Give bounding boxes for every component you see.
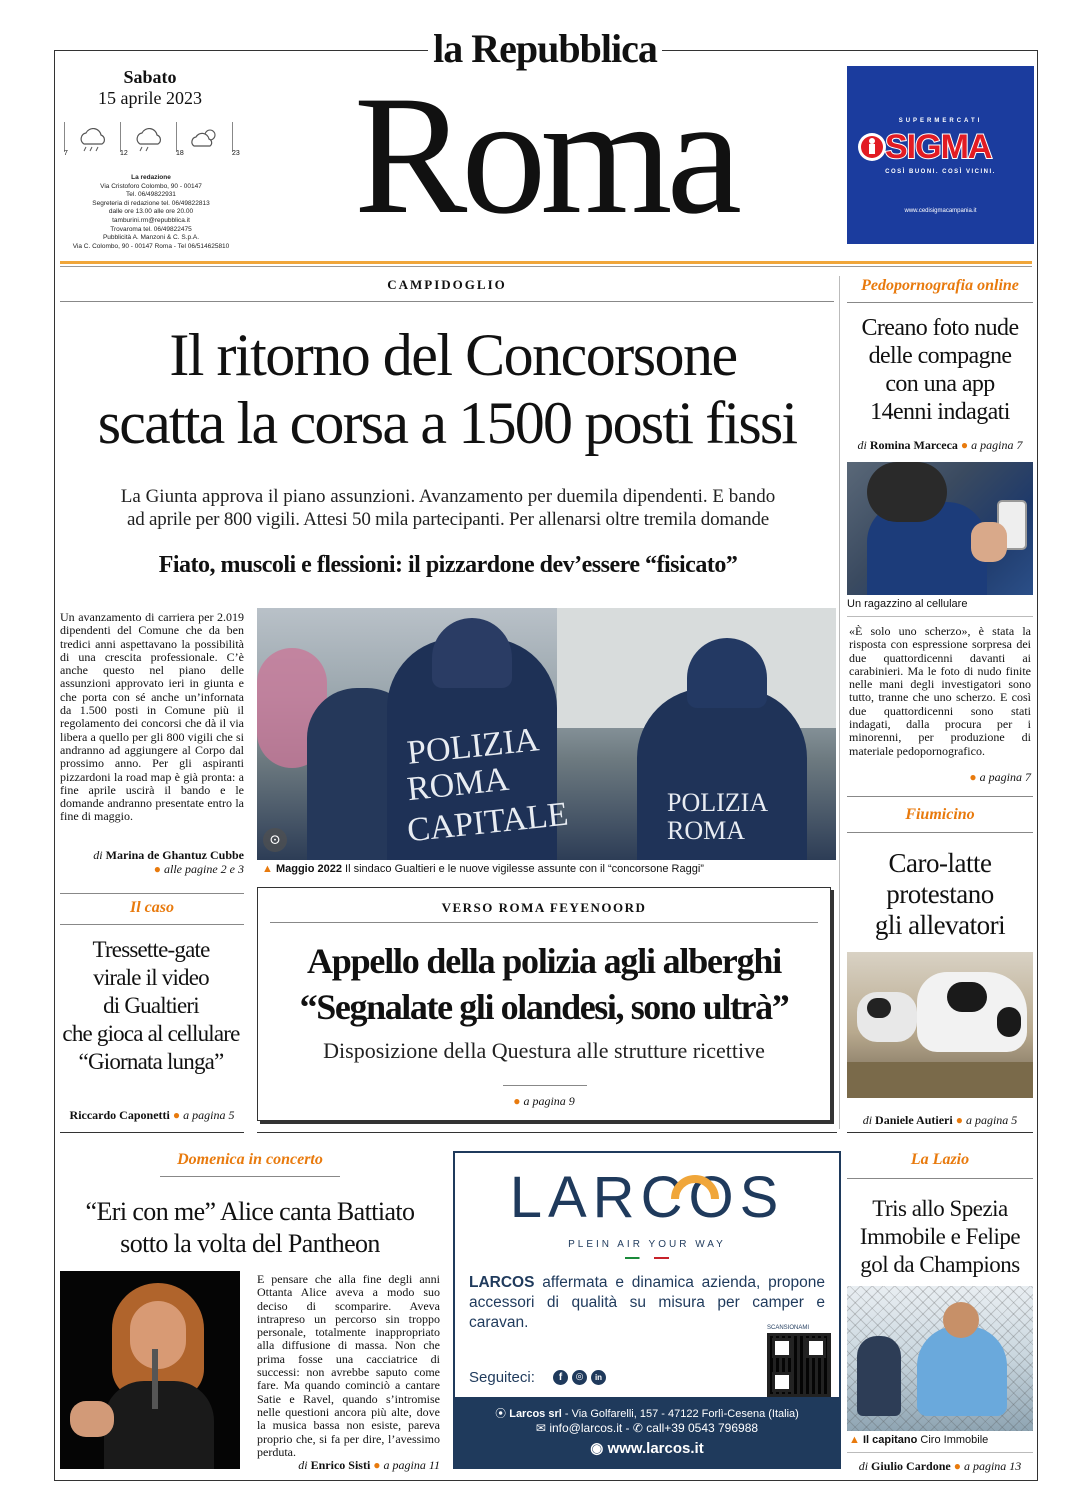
fiumicino-photo (847, 952, 1033, 1098)
page-ref-text: a pagina 9 (523, 1094, 575, 1108)
larcos-logo (455, 1165, 839, 1231)
headline-line: 14enni indagati (870, 399, 1010, 425)
caso-kicker: Il caso (130, 899, 174, 916)
caso-kicker-rule (60, 924, 244, 925)
larcos-logo-text: LARCOS (509, 1165, 785, 1230)
larcos-tagline: PLEIN AIR YOUR WAY (568, 1239, 726, 1250)
frame-bottom (54, 1480, 1038, 1481)
photo-text-line-2: ROMA (405, 760, 511, 809)
frame-left (54, 50, 55, 1480)
larcos-qr-label: SCANSIONAMI (767, 1325, 810, 1331)
larcos-email[interactable]: info@larcos.it - (549, 1421, 630, 1435)
rain-cloud-icon (76, 128, 110, 152)
weather-slot-3 (176, 122, 232, 162)
feyenoord-headline-2: “Segnalate gli olandesi, sono ultrà” (299, 987, 789, 1027)
photo-zoom-icon[interactable]: ⊙ (263, 828, 287, 852)
redazione-title: La redazione (131, 174, 171, 181)
larcos-address-text: - Via Golfarelli, 157 - 47122 Forlì-Cesena (Italia) (564, 1408, 799, 1420)
byline-prefix: di (857, 438, 867, 452)
photo-player-head (943, 1302, 979, 1338)
location-pin-icon: ⦿ (495, 1408, 507, 1420)
masthead-rule-2 (60, 266, 1032, 267)
triangle-icon: ▲ (849, 1434, 860, 1446)
row-rule-bottom-left (60, 1132, 244, 1133)
weather-strip (64, 122, 244, 162)
feyenoord-deck-rule (503, 1085, 587, 1086)
page-ref-text[interactable]: a pagina 13 (963, 1459, 1022, 1473)
feyenoord-section-rule (270, 922, 818, 923)
larcos-web-link[interactable]: www.larcos.it (607, 1440, 704, 1457)
right-top-caption-rule (847, 616, 1033, 617)
lazio-caption-rule (847, 1452, 1033, 1453)
weather-slot-4 (232, 122, 244, 162)
mail-icon: ✉ (535, 1421, 546, 1435)
bullet-dot-icon: ● (960, 438, 969, 452)
linkedin-icon[interactable]: in (591, 1370, 606, 1385)
date-day: Sabato (123, 67, 177, 87)
larcos-web (455, 1439, 839, 1457)
right-top-kicker: Pedopornografia online (861, 277, 1019, 294)
concerto-kicker-rule (160, 1176, 340, 1177)
byline-prefix: di (862, 1113, 873, 1127)
byline-author: Enrico Sisti (310, 1458, 371, 1472)
byline-author: Romina Marceca (869, 438, 958, 452)
weather-hour: 18 (176, 150, 184, 157)
photo-hand (971, 522, 1007, 562)
headline-line: Immobile e Felipe (859, 1224, 1021, 1249)
photo-player (917, 1326, 1007, 1416)
photo-text-right-2: ROMA (667, 816, 746, 845)
globe-icon: ◉ (590, 1440, 604, 1457)
lazio-caption (849, 1434, 1035, 1446)
photo-singer-body (104, 1381, 214, 1469)
bullet-dot-icon: ● (153, 862, 162, 876)
lead-subhead: Fiato, muscoli e flessioni: il pizzardone dev’essere “fisicato” (158, 552, 738, 578)
fiumicino-headline (845, 848, 1035, 941)
redazione-line: dalle ore 13.00 alle ore 20.00 (108, 208, 194, 216)
concerto-byline (250, 1458, 440, 1473)
feyenoord-section: VERSO ROMA FEYENOORD (441, 900, 647, 915)
photo-singer-face (130, 1301, 186, 1369)
weather-hour: 7 (64, 150, 68, 157)
headline-line: di Gualtieri (103, 993, 199, 1018)
right-top-byline (847, 438, 1033, 453)
byline-author: Giulio Cardone (871, 1459, 951, 1473)
frame-top-left (54, 50, 428, 51)
weather-slot-2 (120, 122, 176, 162)
triangle-icon: ▲ (262, 863, 273, 875)
headline-line: protestano (886, 879, 994, 909)
edition-title: Roma (353, 61, 737, 249)
photo-cow-1-spot (947, 982, 987, 1012)
caption-bold: Il capitano (862, 1434, 918, 1446)
page-ref-text: a pagina 7 (979, 770, 1031, 784)
lazio-photo (847, 1286, 1033, 1431)
lead-section-rule (60, 301, 834, 302)
bullet-dot-icon: ● (513, 1094, 521, 1108)
caption-text: Il sindaco Gualtieri e le nuove vigilesse assunte con il “concorsone Raggi” (345, 863, 704, 875)
redazione-line: Trovaroma tel. 06/49822475 (110, 225, 192, 233)
lazio-kicker-rule (847, 1178, 1033, 1179)
photo-cow-2-spot (867, 998, 891, 1018)
headline-line: gli allevatori (874, 910, 1006, 940)
photo-figure-right-head (687, 638, 767, 708)
lead-deck-1: La Giunta approva il piano assunzioni. Avanzamento per duemila dipendenti. E bando (120, 486, 776, 507)
byline-prefix: di (858, 1459, 869, 1473)
concerto-headline-1: “Eri con me” Alice canta Battiato (85, 1197, 415, 1226)
lead-page-ref[interactable] (60, 862, 244, 877)
date-full: 15 aprile 2023 (98, 88, 202, 108)
frame-top-right (662, 50, 1038, 51)
redazione-line: Via C. Colombo, 90 - 00147 Roma - Tel 06/514625810 (72, 242, 230, 250)
photo-cow-1-spot (997, 1007, 1021, 1037)
page-ref-text[interactable]: a pagina 11 (383, 1458, 440, 1472)
photo-singer-hand (70, 1401, 114, 1437)
fiumicino-kicker-rule (847, 832, 1033, 833)
redazione-line: Tel. 06/49822931 (126, 191, 176, 199)
weather-slot-1 (64, 122, 120, 162)
masthead-orange-rule (60, 261, 1032, 264)
headline-line: Tressette-gate (92, 937, 210, 962)
bullet-dot-icon: ● (953, 1459, 961, 1473)
photo-hay (847, 1062, 1033, 1098)
page-ref-text[interactable]: a pagina 7 (971, 438, 1023, 452)
row-rule-bottom-center (257, 1132, 837, 1133)
caso-top-rule (60, 893, 244, 894)
phone-icon: ✆ (632, 1421, 643, 1435)
caso-headline (54, 936, 248, 1076)
caso-byline (60, 1108, 244, 1123)
page-ref-text[interactable]: a pagina 5 (183, 1108, 235, 1122)
lazio-byline (847, 1459, 1033, 1474)
lead-photo-caption (262, 863, 838, 875)
ad-sigma-url: www.cedisigmacampania.it (904, 208, 977, 214)
bullet-dot-icon: ● (172, 1108, 181, 1122)
page-ref-text: alle pagine 2 e 3 (164, 862, 244, 876)
redazione-line: Segreteria di redazione tel. 06/49822813 (92, 199, 210, 207)
concerto-headline-2: sotto la volta del Pantheon (120, 1229, 380, 1258)
sun-cloud-icon (188, 126, 224, 152)
lead-body: Un avanzamento di carriera per 2.019 dipendenti del Comune che da ben tredici anni aspettavano la possibilità di una crescita professionale. C’è anche questo nel piano delle assunzioni approvato ieri in giunta e che porta con sé anche un’infornata da 1.500 posti in Comune più il regolamento dei concorsi che dà il via libera a quello per gli 800 vigili che si andranno ad aggiungere al Corpo dal prossimo anno. Per gli aspiranti pizzardoni la road map è già pronta: a fine aprile uscirà il bando e le domande andranno presentate entro la fine di maggio. (60, 611, 244, 824)
headline-line: con una app (885, 371, 995, 397)
larcos-text-body: affermata e dinamica azienda, propone accessori di qualità su misura per camper e caravan. (469, 1274, 825, 1331)
larcos-text (469, 1273, 825, 1333)
lead-headline-1: Il ritorno del Concorsone (169, 322, 737, 388)
photo-text-line-1: POLIZIA (405, 721, 541, 772)
larcos-address-bold: Larcos srl (509, 1408, 562, 1420)
frame-right (1037, 50, 1038, 1480)
right-top-headline (845, 314, 1035, 426)
larcos-contacts (455, 1421, 839, 1435)
ad-sigma[interactable] (847, 66, 1034, 244)
caption-text: Ciro Immobile (920, 1434, 989, 1446)
larcos-arc-icon (671, 1171, 719, 1201)
right-top-kicker-rule (847, 302, 1033, 303)
headline-line: che gioca al cellulare (62, 1021, 240, 1046)
photo-goalkeeper (857, 1336, 901, 1416)
headline-line: gol da Champions (860, 1252, 1020, 1277)
larcos-follow-label: Seguiteci: (469, 1369, 535, 1386)
right-top-page-ref-2[interactable] (847, 770, 1031, 785)
page-ref-text[interactable]: a pagina 5 (965, 1113, 1018, 1127)
byline-prefix: di (93, 848, 103, 862)
bullet-dot-icon: ● (969, 770, 977, 784)
lead-section: CAMPIDOGLIO (387, 277, 507, 292)
concerto-photo (60, 1271, 240, 1469)
lead-photo (257, 608, 836, 860)
larcos-qr-code[interactable] (767, 1333, 831, 1397)
redazione-line: Pubblicità A. Manzoni & C. S.p.A. (102, 234, 200, 242)
headline-line: Caro-latte (888, 848, 992, 878)
photo-text-line-3: CAPITALE (405, 795, 571, 850)
right-top-body: «È solo uno scherzo», è stata la risposta con espressione sorpresa dei due quattordicenni davanti ai carabinieri. Ma le foto di nudo finite nelle mani degli investigatori sono tutto, tranne che uno scherzo. E così due quattordicenni sono stati indagati, dalla procura per i minorenni, per produzione di materiale pedopornografico. (849, 625, 1031, 758)
instagram-icon[interactable]: ◎ (572, 1370, 587, 1385)
photo-head (867, 462, 947, 522)
bullet-dot-icon: ● (955, 1113, 963, 1127)
bullet-dot-icon: ● (373, 1458, 381, 1472)
fiumicino-kicker: Fiumicino (905, 806, 975, 823)
photo-text-right-1: POLIZIA (667, 788, 769, 817)
ad-larcos[interactable] (453, 1151, 841, 1469)
redazione-line: Via Cristoforo Colombo, 90 - 00147 (100, 182, 202, 190)
byline-author: Riccardo Caponetti (69, 1108, 170, 1122)
ad-sigma-logo-box (857, 128, 1024, 168)
right-top-photo-caption: Un ragazzino al cellulare (847, 598, 968, 610)
lead-byline (60, 848, 244, 863)
ad-sigma-logo: SIGMA (885, 128, 992, 166)
ad-sigma-tagline: COSÌ BUONI. COSÌ VICINI. (885, 169, 996, 175)
larcos-footer (455, 1397, 839, 1467)
byline-author: Marina de Ghantuz Cubbe (105, 848, 244, 862)
concerto-kicker: Domenica in concerto (177, 1151, 323, 1168)
redazione-block (60, 174, 242, 251)
row-rule-bottom-right (847, 1132, 1033, 1133)
redazione-line: tamburini.rm@repubblica.it (112, 216, 190, 224)
lazio-kicker: La Lazio (910, 1151, 970, 1168)
larcos-address (455, 1405, 839, 1421)
feyenoord-deck: Disposizione della Questura alle strutture ricettive (323, 1038, 765, 1063)
lazio-headline (845, 1195, 1035, 1279)
weather-hour: 23 (232, 150, 240, 157)
feyenoord-page-ref[interactable] (258, 1094, 830, 1109)
caption-bold: Maggio 2022 (275, 863, 342, 875)
larcos-follow (469, 1369, 535, 1386)
microphone-icon (152, 1349, 158, 1409)
lead-deck-2: ad aprile per 800 vigili. Attesi 50 mila partecipanti. Per allenarsi oltre tremila domande (126, 509, 770, 530)
lead-headline-2: scatta la corsa a 1500 posti fissi (97, 390, 797, 456)
byline-author: Daniele Autieri (875, 1113, 953, 1127)
facebook-icon[interactable]: f (553, 1370, 568, 1385)
headline-line: Creano foto nude (861, 315, 1019, 341)
concerto-body: E pensare che alla fine degli anni Ottanta Alice aveva a modo suo deciso di scomparire. Aveva intrapreso un percorso sin troppo personale, totalmente inappropriato alla diffusione di massa. Non che prima fosse una cacciatrice di successi: non avrebbe saputo come fare. Ma quando cominciò a cantare Satie e Ravel, quando s’intromise nelle questioni ancora più alte, dove la musica bassa non esiste, pareva proprio che, si fa per dire, l’avessimo perduta. (257, 1273, 440, 1459)
byline-prefix: di (298, 1458, 308, 1472)
feyenoord-box (257, 887, 831, 1121)
larcos-flag-line (625, 1257, 669, 1259)
sigma-man-icon (857, 132, 887, 162)
right-top-photo (847, 462, 1033, 595)
headline-line: virale il video (93, 965, 209, 990)
fiumicino-byline (847, 1113, 1033, 1128)
right-top-bottom-rule (847, 796, 1033, 797)
headline-line: Tris allo Spezia (872, 1196, 1008, 1221)
larcos-phone[interactable]: call+39 0543 796988 (646, 1421, 759, 1435)
larcos-text-bold: LARCOS (469, 1274, 535, 1291)
ad-sigma-top: SUPERMERCATI (898, 118, 983, 124)
headline-line: “Giornata lunga” (78, 1049, 224, 1074)
photo-figure-center-head (432, 618, 512, 688)
weather-hour: 12 (120, 150, 128, 157)
brand-logo: la Repubblica (433, 26, 657, 71)
rain-cloud-icon (132, 128, 166, 152)
headline-line: delle compagne (868, 343, 1012, 369)
feyenoord-headline-1: Appello della polizia agli alberghi (306, 941, 782, 981)
